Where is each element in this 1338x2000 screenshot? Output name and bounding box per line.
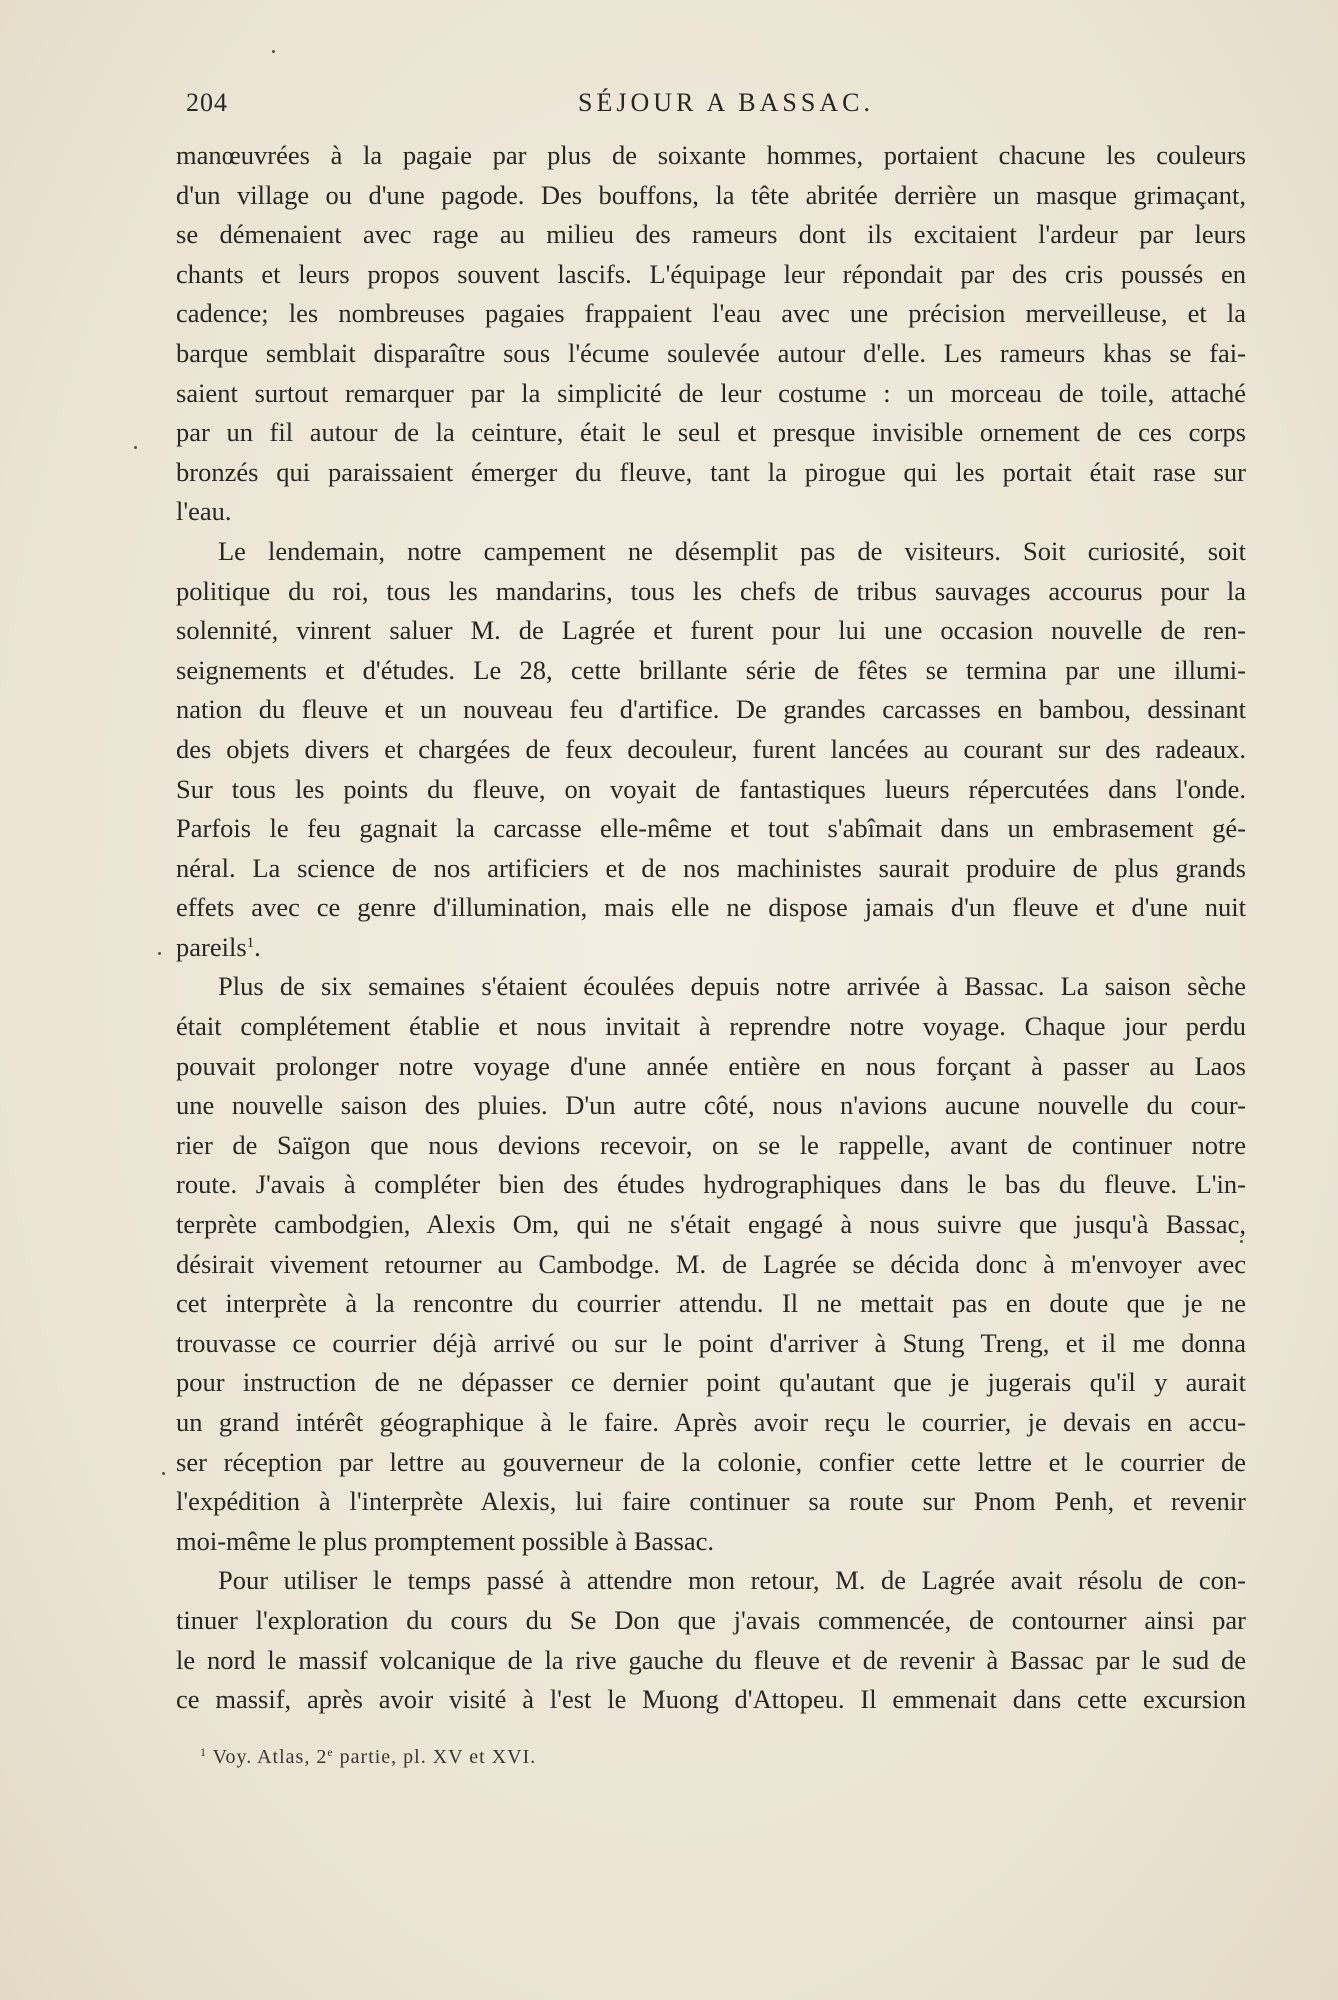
page-number: 204 xyxy=(186,88,228,117)
punctuation: . xyxy=(254,931,261,962)
text-line: néral. La science de nos artificiers et de nos machinistes saurait produire de plus grands xyxy=(176,852,1246,883)
paper-speck xyxy=(272,50,275,53)
text-line: une nouvelle saison des pluies. D'un autre côté, nous n'avions aucune nouvelle du cour- xyxy=(176,1090,1246,1121)
text-line: ser réception par lettre au gouverneur de la colonie, confier cette lettre et le courrier de xyxy=(176,1446,1246,1477)
text-line: cadence; les nombreuses pagaies frappaient l'eau avec une précision merveilleuse, et la xyxy=(176,298,1246,329)
text-line: l'eau. xyxy=(176,496,232,527)
text-line: chants et leurs propos souvent lascifs. L'équipage leur répondait par des cris poussés en xyxy=(176,258,1246,289)
text-line: Pour utiliser le temps passé à attendre mon retour, M. de Lagrée avait résolu de con- xyxy=(218,1565,1246,1596)
paper-speck xyxy=(134,446,137,449)
paragraph-1 xyxy=(176,136,1246,532)
text-line: pouvait prolonger notre voyage d'une année entière en nous forçant à passer au Laos xyxy=(176,1050,1246,1081)
text-line: par un fil autour de la ceinture, était le seul et presque invisible ornement de ces corps xyxy=(176,417,1246,448)
body-text xyxy=(176,136,1246,1720)
text-line: l'expédition à l'interprète Alexis, lui faire continuer sa route sur Pnom Penh, et revenir xyxy=(176,1486,1246,1517)
text-line: le nord le massif volcanique de la rive gauche du fleuve et de revenir à Bassac par le sud de xyxy=(176,1644,1246,1675)
footnote-text: Voy. Atlas, 2 xyxy=(212,1746,328,1768)
text-line: seignements et d'études. Le 28, cette brillante série de fêtes se termina par une illumi- xyxy=(176,654,1246,685)
paper-speck xyxy=(158,952,161,955)
footnote xyxy=(200,1746,900,1769)
text-line: d'un village ou d'une pagode. Des bouffons, la tête abritée derrière un masque grimaçant, xyxy=(176,179,1246,210)
text-line: terprète cambodgien, Alexis Om, qui ne s'était engagé à nous suivre que jusqu'à Bassac, xyxy=(176,1209,1246,1240)
footnote-text-rest: partie, pl. XV et XVI. xyxy=(333,1746,537,1768)
text-line: nation du fleuve et un nouveau feu d'artifice. De grandes carcasses en bambou, dessinant xyxy=(176,694,1246,725)
text-line: trouvasse ce courrier déjà arrivé ou sur le point d'arriver à Stung Treng, et il me donna xyxy=(176,1327,1246,1358)
text-line: cet interprète à la rencontre du courrier attendu. Il ne mettait pas en doute que je ne xyxy=(176,1288,1246,1319)
text-line: barque semblait disparaître sous l'écume soulevée autour d'elle. Les rameurs khas se fai- xyxy=(176,337,1246,368)
text-line: pour instruction de ne dépasser ce dernier point qu'autant que je jugerais qu'il y aurait xyxy=(176,1367,1246,1398)
paragraph-3 xyxy=(176,967,1246,1561)
text-line: saient surtout remarquer par la simplicité de leur costume : un morceau de toile, attaché xyxy=(176,377,1246,408)
text-line: bronzés qui paraissaient émerger du fleuve, tant la pirogue qui les portait était rase sur xyxy=(176,456,1246,487)
text-line: Plus de six semaines s'étaient écoulées depuis notre arrivée à Bassac. La saison sèche xyxy=(218,971,1246,1002)
running-title: SÉJOUR A BASSAC. xyxy=(578,88,874,117)
text-line: solennité, vinrent saluer M. de Lagrée et furent pour lui une occasion nouvelle de ren- xyxy=(176,615,1246,646)
footnote-reference[interactable]: 1 xyxy=(246,934,255,951)
text-line: route. J'avais à compléter bien des études hydrographiques dans le bas du fleuve. L'in- xyxy=(176,1169,1246,1200)
text-line: se démenaient avec rage au milieu des rameurs dont ils excitaient l'ardeur par leurs xyxy=(176,219,1246,250)
text-line: ce massif, après avoir visité à l'est le Muong d'Attopeu. Il emmenait dans cette excursion xyxy=(176,1684,1246,1715)
text-line: moi-même le plus promptement possible à Bassac. xyxy=(176,1525,714,1556)
paragraph-4 xyxy=(176,1561,1246,1719)
text-line: Parfois le feu gagnait la carcasse elle-même et tout s'abîmait dans un embrasement gé- xyxy=(176,813,1246,844)
text-fragment: pareils xyxy=(176,931,247,962)
text-line: Sur tous les points du fleuve, on voyait de fantastiques lueurs répercutées dans l'onde. xyxy=(176,773,1246,804)
footnote-marker: 1 xyxy=(200,1745,207,1759)
text-line: effets avec ce genre d'illumination, mais elle ne dispose jamais d'un fleuve et d'une nuit xyxy=(176,892,1246,923)
text-line: Le lendemain, notre campement ne désemplit pas de visiteurs. Soit curiosité, soit xyxy=(218,535,1246,566)
paper-speck xyxy=(162,1472,165,1475)
paper-speck xyxy=(1240,1240,1243,1243)
page-header xyxy=(186,88,1246,124)
footnote-ordinal: e xyxy=(327,1745,334,1759)
text-line: rier de Saïgon que nous devions recevoir, on se le rappelle, avant de continuer notre xyxy=(176,1129,1246,1160)
paragraph-2 xyxy=(176,532,1246,968)
text-line: manœuvrées à la pagaie par plus de soixante hommes, portaient chacune les couleurs xyxy=(176,140,1246,170)
text-line: tinuer l'exploration du cours du Se Don que j'avais commencée, de contourner ainsi par xyxy=(176,1604,1246,1635)
text-line-with-footnote xyxy=(176,928,1246,968)
text-line: un grand intérêt géographique à le faire. Après avoir reçu le courrier, je devais en accu- xyxy=(176,1407,1246,1437)
text-line: désirait vivement retourner au Cambodge. M. de Lagrée se décida donc à m'envoyer avec xyxy=(176,1248,1246,1279)
text-line: des objets divers et chargées de feux decouleur, furent lancées au courant sur des radeaux. xyxy=(176,733,1246,764)
text-line: était complétement établie et nous invitait à reprendre notre voyage. Chaque jour perdu xyxy=(176,1011,1246,1042)
text-line: politique du roi, tous les mandarins, tous les chefs de tribus sauvages accourus pour la xyxy=(176,575,1246,606)
